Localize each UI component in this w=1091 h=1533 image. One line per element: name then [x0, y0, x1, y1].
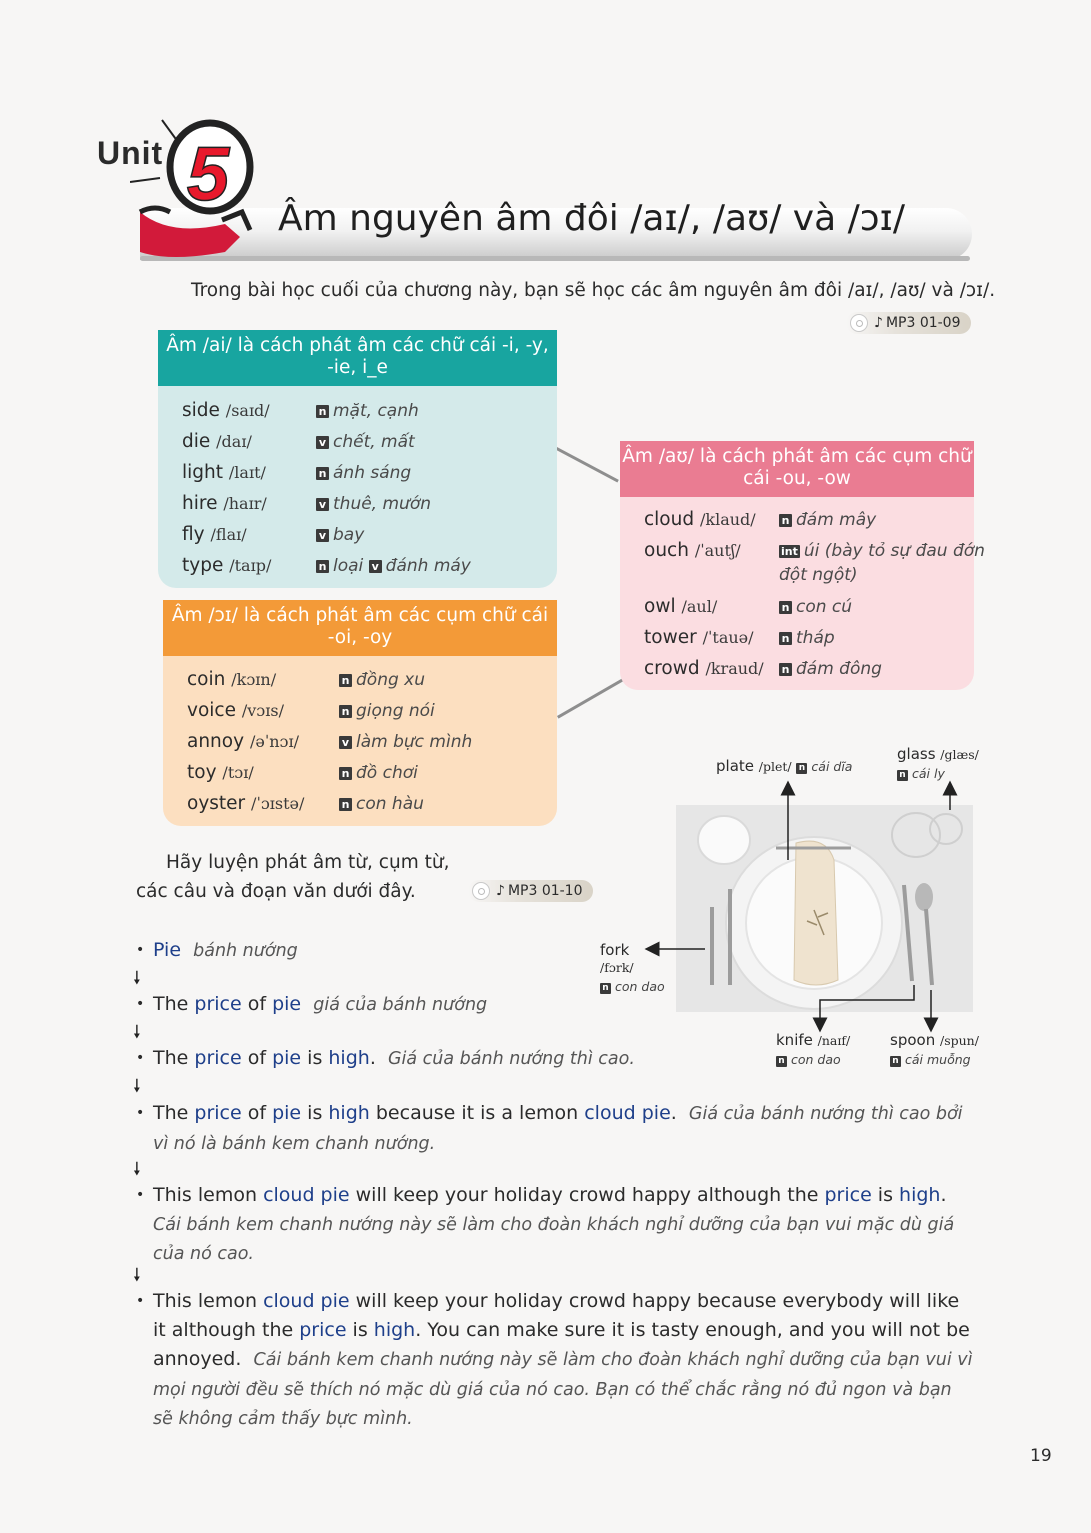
- unit-number: 5: [186, 132, 230, 217]
- vocab-meaning: n giọng nói: [339, 701, 435, 721]
- practice-line: các câu và đoạn văn dưới đây.: [136, 881, 416, 902]
- bullet-icon: •: [136, 942, 145, 958]
- vocab-meaning: n con hàu: [339, 794, 424, 814]
- vocab-meaning: v chết, mất: [316, 432, 415, 452]
- spoon-label: spoon /spun/ n cái muỗng: [890, 1031, 979, 1067]
- heading-line: cái -ou, -ow: [743, 468, 851, 489]
- vocab-meaning: v thuê, mướn: [316, 494, 431, 514]
- intro-text: Trong bài học cuối của chương này, bạn sẽ học các âm nguyên âm đôi /aɪ/, /aʊ/ và /ɔɪ/.: [191, 280, 996, 301]
- heading-line: Âm /ɔɪ/ là cách phát âm các cụm chữ cái: [171, 605, 549, 626]
- audio-track-label: MP3 01-10: [507, 883, 583, 899]
- music-note-icon: ♪: [496, 883, 505, 899]
- arrow-down-icon: 🠗: [133, 1076, 141, 1097]
- arrow-down-icon: 🠗: [133, 1265, 141, 1286]
- vocab-word: crowd /kraud/: [644, 658, 764, 679]
- bullet-icon: •: [136, 1050, 145, 1066]
- vocab-word: oyster /ˈɔɪstə/: [187, 793, 305, 814]
- vocab-word: owl /aul/: [644, 596, 718, 617]
- vocab-word: coin /kɔɪn/: [187, 669, 277, 690]
- vocab-meaning: n ánh sáng: [316, 463, 411, 483]
- vocab-word: cloud /klaud/: [644, 509, 756, 530]
- vocab-word: toy /tɔɪ/: [187, 762, 254, 783]
- vocab-word: ouch /ˈautʃ/: [644, 540, 741, 561]
- page-title: Âm nguyên âm đôi /aɪ/, /aʊ/ và /ɔɪ/: [278, 198, 906, 239]
- unit-label: Unit: [97, 135, 164, 171]
- heading-line: -oi, -oy: [327, 627, 393, 648]
- bullet-icon: •: [136, 1105, 145, 1121]
- vocab-meaning: n đám đông: [779, 659, 882, 679]
- vocab-meaning: n tháp: [779, 628, 835, 648]
- vocab-word: voice /vɔɪs/: [187, 700, 284, 721]
- page-number: 19: [1030, 1446, 1052, 1466]
- vocab-word: hire /haɪr/: [182, 493, 267, 514]
- vocab-word: type /taɪp/: [182, 555, 272, 576]
- vocab-meaning: n đồng xu: [339, 670, 425, 690]
- vocab-word: light /laɪt/: [182, 462, 266, 483]
- vocab-word: side /saɪd/: [182, 400, 270, 421]
- vocab-meaning: v làm bực mình: [339, 732, 472, 752]
- music-note-icon: ♪: [874, 315, 883, 331]
- bullet-icon: •: [136, 996, 145, 1012]
- vocab-word: tower /ˈtauə/: [644, 627, 754, 648]
- audio-track-label: MP3 01-09: [885, 315, 961, 331]
- plate-label: plate /plet/ n cái dĩa: [716, 757, 853, 775]
- vocab-meaning-continued: đột ngột): [779, 565, 858, 585]
- heading-line: Âm /aʊ/ là cách phát âm các cụm chữ: [622, 446, 972, 467]
- vocab-meaning: v bay: [316, 525, 364, 545]
- vocab-word: annoy /əˈnɔɪ/: [187, 731, 299, 752]
- heading-line: -ie, i_e: [327, 357, 388, 378]
- fork-label: fork /fɔrk/ n con dao: [600, 941, 665, 994]
- practice-line: Hãy luyện phát âm từ, cụm từ,: [166, 852, 450, 873]
- vocab-meaning: n mặt, cạnh: [316, 401, 419, 421]
- glass-label: glass /glæs/ n cái ly: [897, 745, 979, 781]
- bullet-icon: •: [136, 1293, 145, 1309]
- arrow-down-icon: 🠗: [133, 1159, 141, 1180]
- vocab-meaning: n con cú: [779, 597, 852, 617]
- bullet-icon: •: [136, 1187, 145, 1203]
- knife-label: knife /naɪf/ n con dao: [776, 1031, 851, 1067]
- arrow-down-icon: 🠗: [133, 968, 141, 989]
- vocab-word: fly /flaɪ/: [182, 524, 247, 545]
- arrow-down-icon: 🠗: [133, 1022, 141, 1043]
- vocab-meaning: n loại v đánh máy: [316, 556, 471, 576]
- heading-line: Âm /ai/ là cách phát âm các chữ cái -i, -y,: [166, 335, 549, 356]
- vocab-meaning: n đám mây: [779, 510, 876, 530]
- vocab-meaning: n đồ chơi: [339, 763, 418, 783]
- vocab-word: die /daɪ/: [182, 431, 252, 452]
- vocab-meaning: int úi (bày tỏ sự đau đớn: [781, 541, 985, 561]
